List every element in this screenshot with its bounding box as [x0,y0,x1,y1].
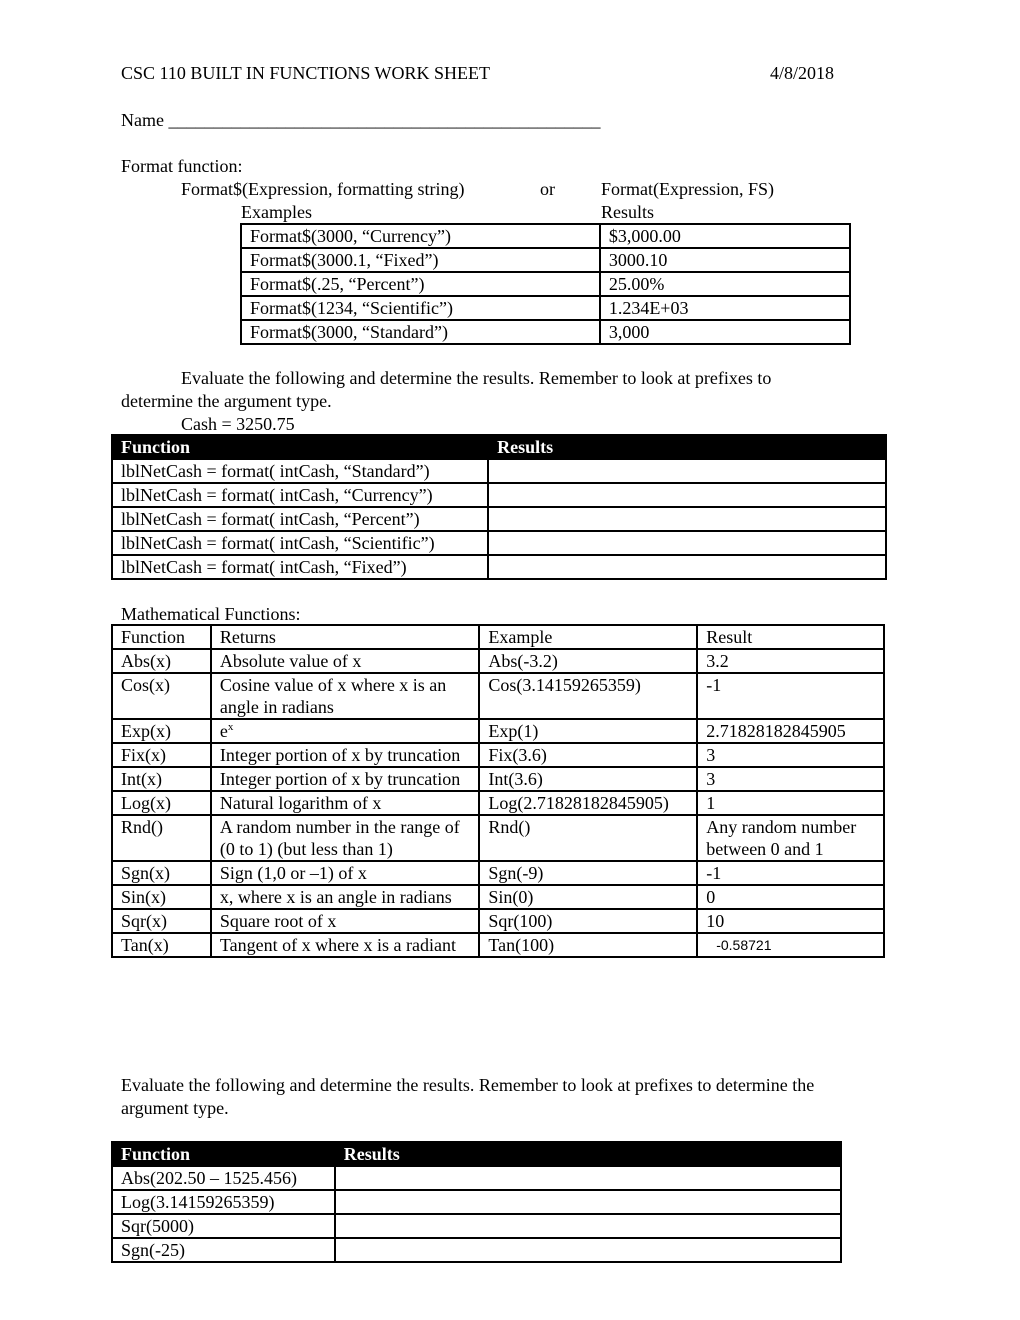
table-header-row [112,625,884,649]
table-row [112,885,884,909]
result-cell: 10 [697,909,884,933]
function-cell: lblNetCash = format( intCash, “Standard”) [112,459,488,483]
returns-cell: Absolute value of x [211,649,480,673]
answer-cell[interactable] [488,555,886,579]
format-result-cell: 25.00% [600,272,850,296]
format-example-cell: Format$(3000.1, “Fixed”) [241,248,600,272]
returns-cell [211,719,480,743]
answer-cell[interactable] [335,1166,841,1190]
result-cell: Any random number between 0 and 1 [697,815,884,861]
example-cell: Abs(-3.2) [479,649,697,673]
table-row [112,555,886,579]
table-row [112,815,884,861]
evaluate2-instructions-line2: argument type. [121,1098,229,1118]
function-cell: lblNetCash = format( intCash, “Currency”) [112,483,488,507]
col-header-returns: Returns [211,625,480,649]
evaluate1-instructions-line2: determine the argument type. [121,391,332,411]
returns-cell: x, where x is an angle in radians [211,885,480,909]
returns-cell: Integer portion of x by truncation [211,743,480,767]
returns-cell: A random number in the range of (0 to 1) (but less than 1) [211,815,480,861]
exp-base: e [219,721,228,741]
result-cell: 0 [697,885,884,909]
table-row [241,272,850,296]
result-cell: -1 [697,673,884,719]
table-row [112,909,884,933]
col-header-results: Results [488,435,886,459]
function-cell: Log(x) [112,791,211,815]
function-cell: lblNetCash = format( intCash, “Percent”) [112,507,488,531]
table-row [112,649,884,673]
evaluate1-table [111,434,887,580]
col-header-function: Function [112,435,488,459]
returns-cell: Natural logarithm of x [211,791,480,815]
table-row [112,1166,841,1190]
table-row [112,1238,841,1262]
function-cell: Log(3.14159265359) [112,1190,335,1214]
format-syntax-right: Format(Expression, FS) [601,179,774,199]
result-cell: 2.71828182845905 [697,719,884,743]
function-cell: Sqr(5000) [112,1214,335,1238]
function-cell: Sin(x) [112,885,211,909]
returns-cell: Integer portion of x by truncation [211,767,480,791]
result-cell: 3 [697,743,884,767]
format-result-cell: $3,000.00 [600,224,850,248]
example-cell: Tan(100) [479,933,697,957]
math-functions-table [111,624,885,958]
table-row [241,224,850,248]
table-row [112,743,884,767]
function-cell: Sgn(-25) [112,1238,335,1262]
col-header-result: Result [697,625,884,649]
table-row [112,1214,841,1238]
table-row [112,719,884,743]
function-cell: Sqr(x) [112,909,211,933]
table-row [112,531,886,555]
page-date: 4/8/2018 [770,63,835,83]
function-cell: Sgn(x) [112,861,211,885]
name-line: Name ________________________________________________ [121,110,601,130]
evaluate1-instructions-line1: Evaluate the following and determine the results. Remember to look at prefixes to [181,368,772,388]
answer-cell[interactable] [335,1238,841,1262]
format-result-cell: 3,000 [600,320,850,344]
math-heading: Mathematical Functions: [121,604,301,624]
returns-cell: Cosine value of x where x is an angle in radians [211,673,480,719]
function-cell: Cos(x) [112,673,211,719]
example-cell: Cos(3.14159265359) [479,673,697,719]
format-results-label: Results [601,202,655,222]
table-row [112,673,884,719]
answer-cell[interactable] [335,1190,841,1214]
example-cell: Rnd() [479,815,697,861]
col-header-function: Function [112,1142,335,1166]
answer-cell[interactable] [488,483,886,507]
format-result-cell: 1.234E+03 [600,296,850,320]
evaluate2-instructions-line1: Evaluate the following and determine the results. Remember to look at prefixes to determine the [121,1075,815,1095]
example-cell: Sin(0) [479,885,697,909]
function-cell: Tan(x) [112,933,211,957]
format-examples-label: Examples [241,202,312,222]
example-cell: Sgn(-9) [479,861,697,885]
result-cell: 3 [697,767,884,791]
format-example-cell: Format$(1234, “Scientific”) [241,296,600,320]
example-cell: Fix(3.6) [479,743,697,767]
table-row [112,767,884,791]
table-header-row [112,435,886,459]
example-cell: Log(2.71828182845905) [479,791,697,815]
table-row [112,483,886,507]
answer-cell[interactable] [335,1214,841,1238]
col-header-function: Function [112,625,211,649]
format-examples-table [240,223,851,345]
function-cell: lblNetCash = format( intCash, “Scientific”) [112,531,488,555]
table-header-row [112,1142,841,1166]
example-cell: Sqr(100) [479,909,697,933]
format-syntax-or: or [540,179,555,199]
table-row [112,861,884,885]
format-syntax-left: Format$(Expression, formatting string) [181,179,465,199]
returns-cell: Tangent of x where x is a radiant [211,933,480,957]
table-row [241,248,850,272]
table-row [241,296,850,320]
function-cell: Int(x) [112,767,211,791]
table-row [112,459,886,483]
function-cell: Exp(x) [112,719,211,743]
col-header-example: Example [479,625,697,649]
returns-cell: Sign (1,0 or –1) of x [211,861,480,885]
result-cell: 3.2 [697,649,884,673]
table-row [112,933,884,957]
example-cell: Exp(1) [479,719,697,743]
table-row [112,507,886,531]
answer-cell[interactable] [488,507,886,531]
function-cell: Rnd() [112,815,211,861]
answer-cell[interactable] [488,459,886,483]
exp-superscript: x [227,721,234,733]
format-heading: Format function: [121,156,243,176]
function-cell: Abs(x) [112,649,211,673]
function-cell: Fix(x) [112,743,211,767]
format-example-cell: Format$(.25, “Percent”) [241,272,600,296]
table-row [112,791,884,815]
example-cell: Int(3.6) [479,767,697,791]
result-cell: -1 [697,861,884,885]
function-cell: Abs(202.50 – 1525.456) [112,1166,335,1190]
table-row [112,1190,841,1214]
cash-value: Cash = 3250.75 [181,414,295,434]
function-cell: lblNetCash = format( intCash, “Fixed”) [112,555,488,579]
returns-cell: Square root of x [211,909,480,933]
result-cell: 1 [697,791,884,815]
col-header-results: Results [335,1142,841,1166]
table-row [241,320,850,344]
result-cell: -0.58721 [697,933,884,957]
answer-cell[interactable] [488,531,886,555]
format-example-cell: Format$(3000, “Standard”) [241,320,600,344]
format-result-cell: 3000.10 [600,248,850,272]
page-title: CSC 110 BUILT IN FUNCTIONS WORK SHEET [121,63,491,83]
format-example-cell: Format$(3000, “Currency”) [241,224,600,248]
evaluate2-table [111,1141,842,1263]
